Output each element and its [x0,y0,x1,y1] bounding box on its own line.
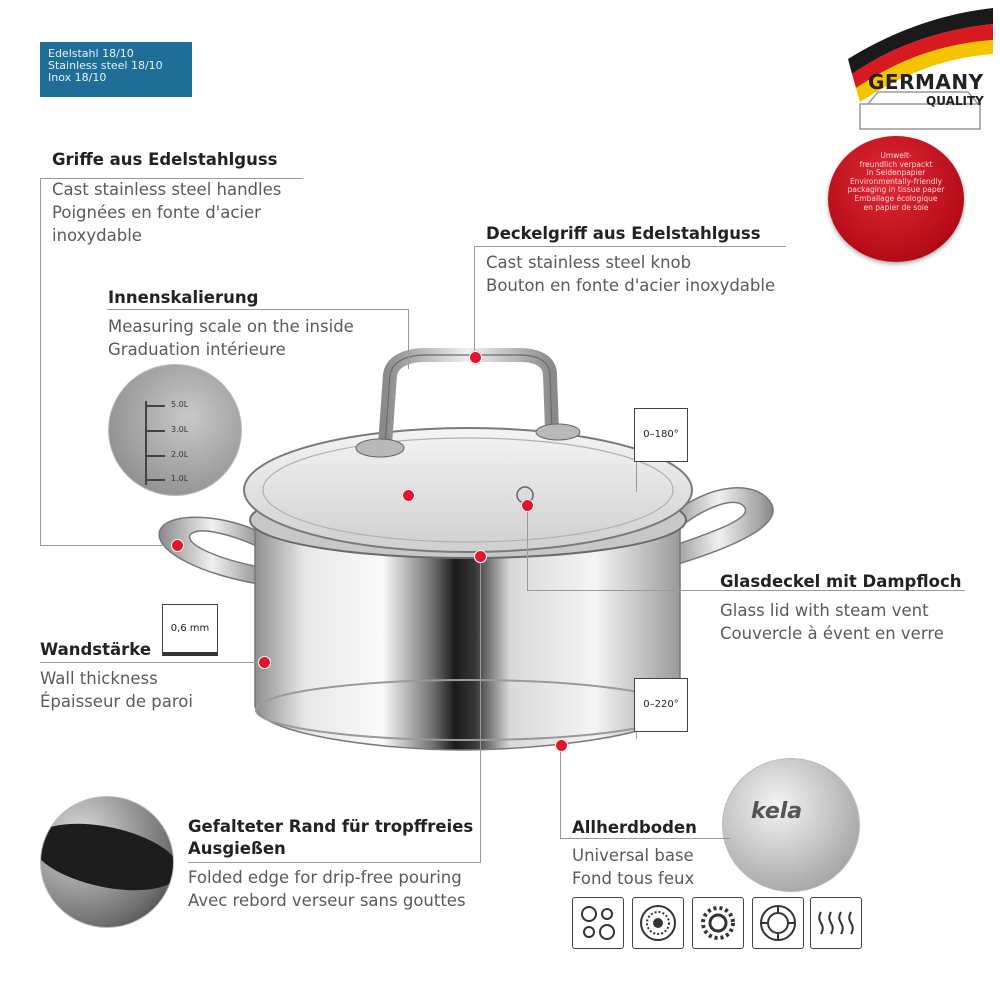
electric-hob-icon [632,897,684,949]
handles-title: Griffe aus Edelstahlguss [52,150,278,169]
base-title: Allherdboden [572,818,697,837]
handles-en: Cast stainless steel handles [52,180,282,199]
lid-description [720,599,944,645]
marker-dot [258,656,271,669]
brand-logo: kela [751,799,803,824]
marker-dot [171,539,184,552]
callout-line [560,744,561,838]
base-en: Universal base [572,846,694,865]
germany-quality-logo [838,4,998,134]
marker-dot [555,739,568,752]
eco-line: Environmentally-friendly [849,176,943,186]
material-line-en: Stainless steel 18/10 [48,59,163,72]
wall-fr: Épaisseur de paroi [40,692,193,711]
universal-base-inset [722,758,860,892]
wall-description [40,667,193,713]
base-fr: Fond tous feux [572,869,695,888]
germany-flag-icon [838,4,998,134]
lid-title: Glasdeckel mit Dampfloch [720,572,962,591]
scale-tick [145,479,165,481]
scale-label: 1.0L [171,474,189,483]
material-badge [40,42,192,97]
marker-dot [521,499,534,512]
handles-description [52,178,281,247]
rim-fr: Avec rebord verseur sans gouttes [188,891,466,910]
callout-line [40,662,265,663]
callout-line [480,556,481,863]
scale-description [108,315,354,361]
pot-temperature-badge [634,678,688,732]
lid-temperature-badge [634,408,688,462]
scale-label: 3.0L [171,425,189,434]
eco-line: Emballage écologique [854,193,938,203]
lid-en: Glass lid with steam vent [720,601,929,620]
induction-hob-icon [752,897,804,949]
knob-description [486,251,775,297]
scale-axis [145,401,147,485]
rim-description [188,866,466,912]
wall-thickness-text: 0,6 mm [170,623,210,634]
callout-line [527,505,528,591]
eco-seal [828,136,964,262]
scale-label: 2.0L [171,450,189,459]
callout-line [40,545,176,546]
callout-line [474,246,786,247]
handles-fr: Poignées en fonte d'acier [52,203,261,222]
eco-line: Umwelt- [880,151,912,160]
halogen-hob-icon [810,897,862,949]
marker-dot [474,550,487,563]
rim-title [188,816,473,860]
knob-title: Deckelgriff aus Edelstahlguss [486,224,761,243]
wall-title: Wandstärke [40,640,152,659]
scale-title: Innenskalierung [108,288,259,307]
callout-line [636,462,637,492]
callout-line [560,838,730,839]
scale-tick [145,405,165,407]
callout-line [40,178,41,546]
material-line-fr: Inox 18/10 [48,71,107,84]
scale-en: Measuring scale on the inside [108,317,354,336]
folded-rim-inset [40,796,174,928]
measuring-scale-inset [108,364,242,496]
scale-tick [145,430,165,432]
scale-tick [145,455,165,457]
rim-en: Folded edge for drip-free pouring [188,868,462,887]
rim-shadow [40,812,174,902]
ceramic-hob-icon [572,897,624,949]
pot-temperature-text: 0–220° [643,699,679,710]
scale-label: 5.0L [171,400,189,409]
germany-title: GERMANY [868,70,984,94]
callout-line [188,862,480,863]
marker-dot [402,489,415,502]
scale-fr: Graduation intérieure [108,340,286,359]
marker-dot [469,351,482,364]
eco-line: in Seidenpapier [866,168,926,178]
callout-line [107,309,409,310]
knob-en: Cast stainless steel knob [486,253,692,272]
lid-fr: Couvercle à évent en verre [720,624,944,643]
handles-fr: inoxydable [52,226,142,245]
base-description [572,844,694,890]
casserole-pot-image [140,340,790,770]
gas-hob-icon [692,897,744,949]
callout-line [474,246,475,356]
knob-fr: Bouton en fonte d'acier inoxydable [486,276,776,295]
eco-line: en papier de soie [863,202,929,212]
callout-line [408,309,409,369]
lid-temperature-text: 0–180° [643,429,679,440]
wall-en: Wall thickness [40,669,158,688]
rim-title-line: Gefalteter Rand für tropffreies [188,817,474,836]
wall-thickness-badge [162,604,218,656]
material-line-de: Edelstahl 18/10 [48,47,134,60]
germany-subtitle: QUALITY [926,94,984,108]
eco-line: packaging in tissue paper [847,185,945,195]
eco-line: freundlich verpackt [859,159,933,169]
rim-title-line: Ausgießen [188,839,286,858]
